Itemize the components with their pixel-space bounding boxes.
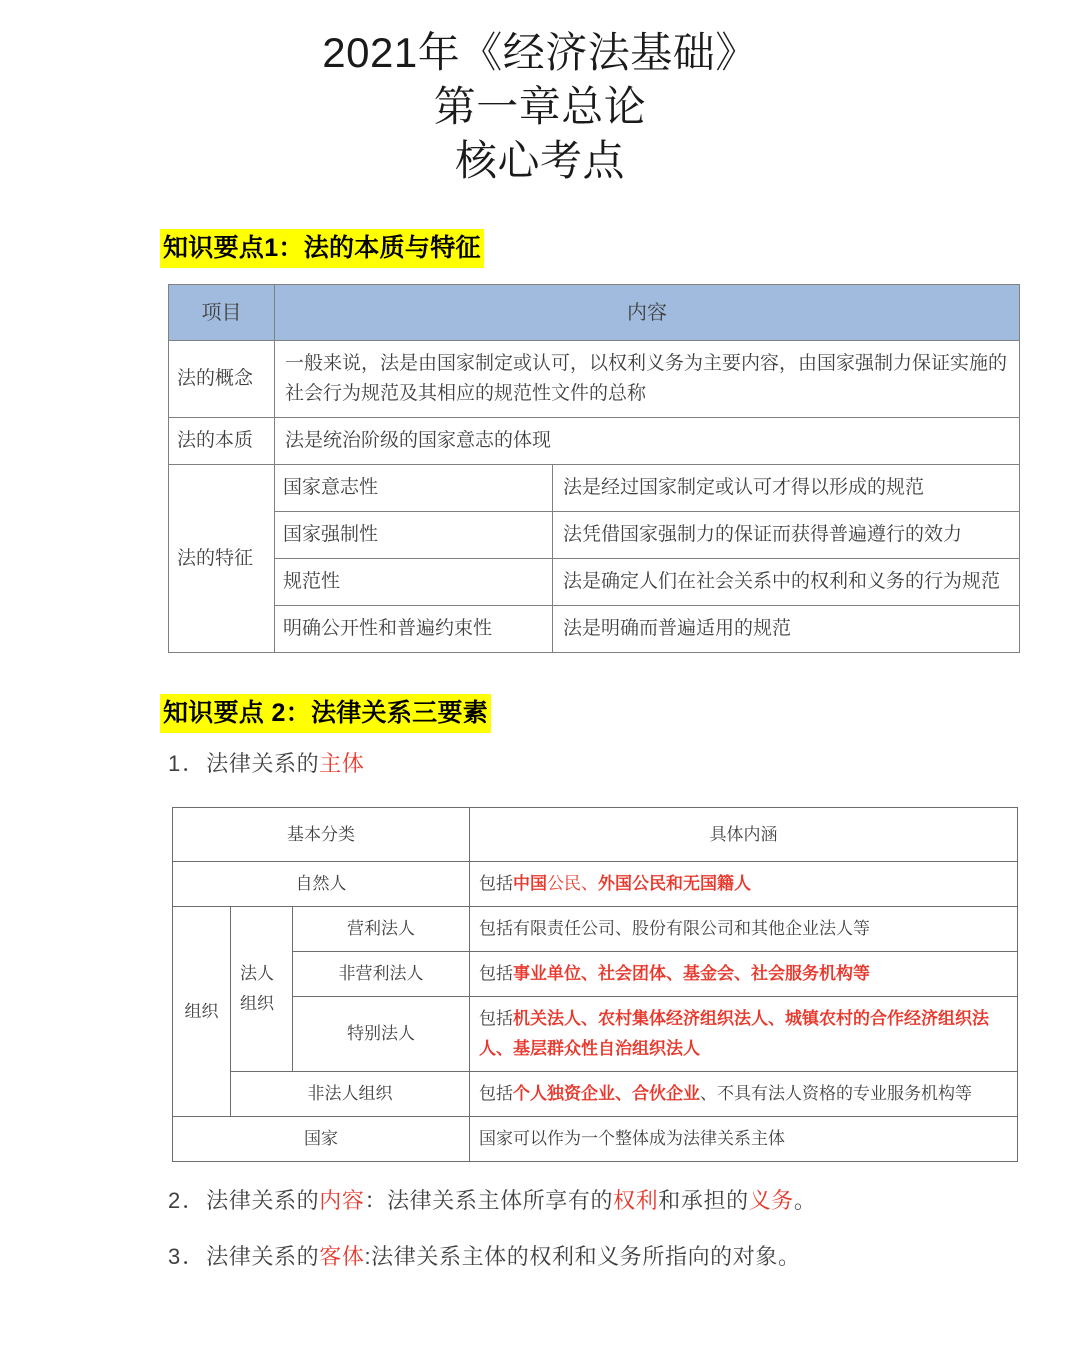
list-item-3-p2: :法律关系主体的权利和义务所指向的对象。 (364, 1244, 801, 1269)
t2-cell-state-detail: 国家可以作为一个整体成为法律关系主体 (470, 1117, 1018, 1162)
rich-part: 外国公民和 (598, 874, 683, 893)
table-row (173, 952, 1018, 997)
rich-part: 、不具有法人资格的专业服务机构等 (700, 1084, 972, 1103)
table-row (169, 341, 1020, 418)
list-item-1-index: 1． (168, 751, 207, 776)
rich-part: 包括 (479, 964, 513, 983)
list-item-2-p1: 法律关系的 (206, 1188, 320, 1213)
table-row (173, 907, 1018, 952)
list-item-1-prefix: 法律关系的 (206, 751, 320, 776)
list-item-2-p3: 和承担的 (658, 1188, 749, 1213)
table-header-row (169, 285, 1020, 341)
t1-header-content: 内容 (275, 285, 1020, 341)
table-row (169, 559, 1020, 606)
rich-part: 机关法人、农村集体经济组织法人、城镇农村的合作经济组织法人、基层群众性自治组织法人 (479, 1009, 989, 1058)
title-line-3: 核心考点 (454, 137, 625, 184)
list-item-2-keyword-duty: 义务 (748, 1188, 794, 1213)
list-item-2-keyword-right: 权利 (613, 1188, 659, 1213)
list-item-2-p4: 。 (793, 1188, 817, 1213)
section-heading-2-label: 知识要点 2：法律关系三要素 (160, 694, 491, 733)
title-line-1: 2021年《经济法基础》 (322, 29, 758, 76)
section-heading-1 (0, 228, 1080, 268)
t1-cell-features-label: 法的特征 (169, 465, 275, 653)
title-line-2: 第一章总论 (433, 83, 647, 130)
law-nature-table (168, 284, 1020, 653)
t2-cell-legal-person-detail (470, 907, 1018, 952)
t1-cell-concept-label: 法的概念 (169, 341, 275, 418)
list-item-2 (0, 1184, 1080, 1218)
rich-part: 无国籍人 (683, 874, 751, 893)
t1-feature-name: 明确公开性和普遍约束性 (275, 606, 553, 653)
t2-cell-legal-person-name: 非营利法人 (293, 952, 470, 997)
t2-cell-legal-person-detail (470, 952, 1018, 997)
table-header-row (173, 808, 1018, 862)
table-row (173, 997, 1018, 1072)
rich-part: 包括 (479, 1084, 513, 1103)
page-title (0, 0, 1080, 188)
t2-cell-natural-person-detail (470, 862, 1018, 907)
t2-cell-non-legal-person-detail (470, 1072, 1018, 1117)
t2-cell-organization-label: 组织 (173, 907, 231, 1117)
list-item-2-index: 2． (168, 1188, 207, 1213)
t2-cell-legal-person-name: 特别法人 (293, 997, 470, 1072)
list-item-3-index: 3． (168, 1244, 207, 1269)
t1-feature-name: 规范性 (275, 559, 553, 606)
rich-part: 公民、 (547, 874, 598, 893)
list-item-2-p2: ：法律关系主体所享有的 (364, 1188, 614, 1213)
rich-part: 个人独资企业、合伙企业 (513, 1084, 700, 1103)
t2-cell-natural-person-label: 自然人 (173, 862, 470, 907)
table-row (169, 512, 1020, 559)
table-row (169, 418, 1020, 465)
t2-cell-non-legal-person-label: 非法人组织 (231, 1072, 470, 1117)
t2-cell-legal-person-detail (470, 997, 1018, 1072)
list-item-3-p1: 法律关系的 (206, 1244, 320, 1269)
rich-part: 包括有限责任公司、股份有限公司和其他企业法人等 (479, 919, 870, 938)
t1-feature-desc: 法凭借国家强制力的保证而获得普遍遵行的效力 (553, 512, 1020, 559)
t1-cell-essence-text: 法是统治阶级的国家意志的体现 (275, 418, 1020, 465)
rich-part: 中国 (513, 874, 547, 893)
rich-part: 包括 (479, 874, 513, 893)
t1-feature-name: 国家强制性 (275, 512, 553, 559)
t2-cell-state-label: 国家 (173, 1117, 470, 1162)
list-item-2-keyword-content: 内容 (319, 1188, 365, 1213)
rich-part: 包括 (479, 1009, 513, 1028)
t1-feature-desc: 法是明确而普遍适用的规范 (553, 606, 1020, 653)
list-item-3-keyword-object: 客体 (319, 1244, 365, 1269)
t2-header-basic-category: 基本分类 (173, 808, 470, 862)
table-row (169, 465, 1020, 512)
table-row (173, 1117, 1018, 1162)
table-row (173, 862, 1018, 907)
table-row (169, 606, 1020, 653)
t2-cell-legal-person-name: 营利法人 (293, 907, 470, 952)
t1-header-item: 项目 (169, 285, 275, 341)
table-row (173, 1072, 1018, 1117)
t2-header-detail: 具体内涵 (470, 808, 1018, 862)
t2-cell-legal-person-label: 法人组织 (231, 907, 293, 1072)
t1-feature-name: 国家意志性 (275, 465, 553, 512)
list-item-3 (0, 1240, 1080, 1274)
t1-cell-concept-text: 一般来说，法是由国家制定或认可，以权利义务为主要内容，由国家强制力保证实施的社会行为规范及其相应的规范性文件的总称 (275, 341, 1020, 418)
t1-feature-desc: 法是经过国家制定或认可才得以形成的规范 (553, 465, 1020, 512)
legal-subject-table (172, 807, 1018, 1162)
t1-cell-essence-label: 法的本质 (169, 418, 275, 465)
section-heading-1-label: 知识要点1：法的本质与特征 (160, 229, 484, 268)
list-item-1-keyword: 主体 (319, 751, 365, 776)
rich-part: 事业单位、社会团体、基金会、社会服务机构等 (513, 964, 870, 983)
section-heading-2 (0, 693, 1080, 733)
t1-feature-desc: 法是确定人们在社会关系中的权利和义务的行为规范 (553, 559, 1020, 606)
list-item-1 (0, 747, 1080, 781)
